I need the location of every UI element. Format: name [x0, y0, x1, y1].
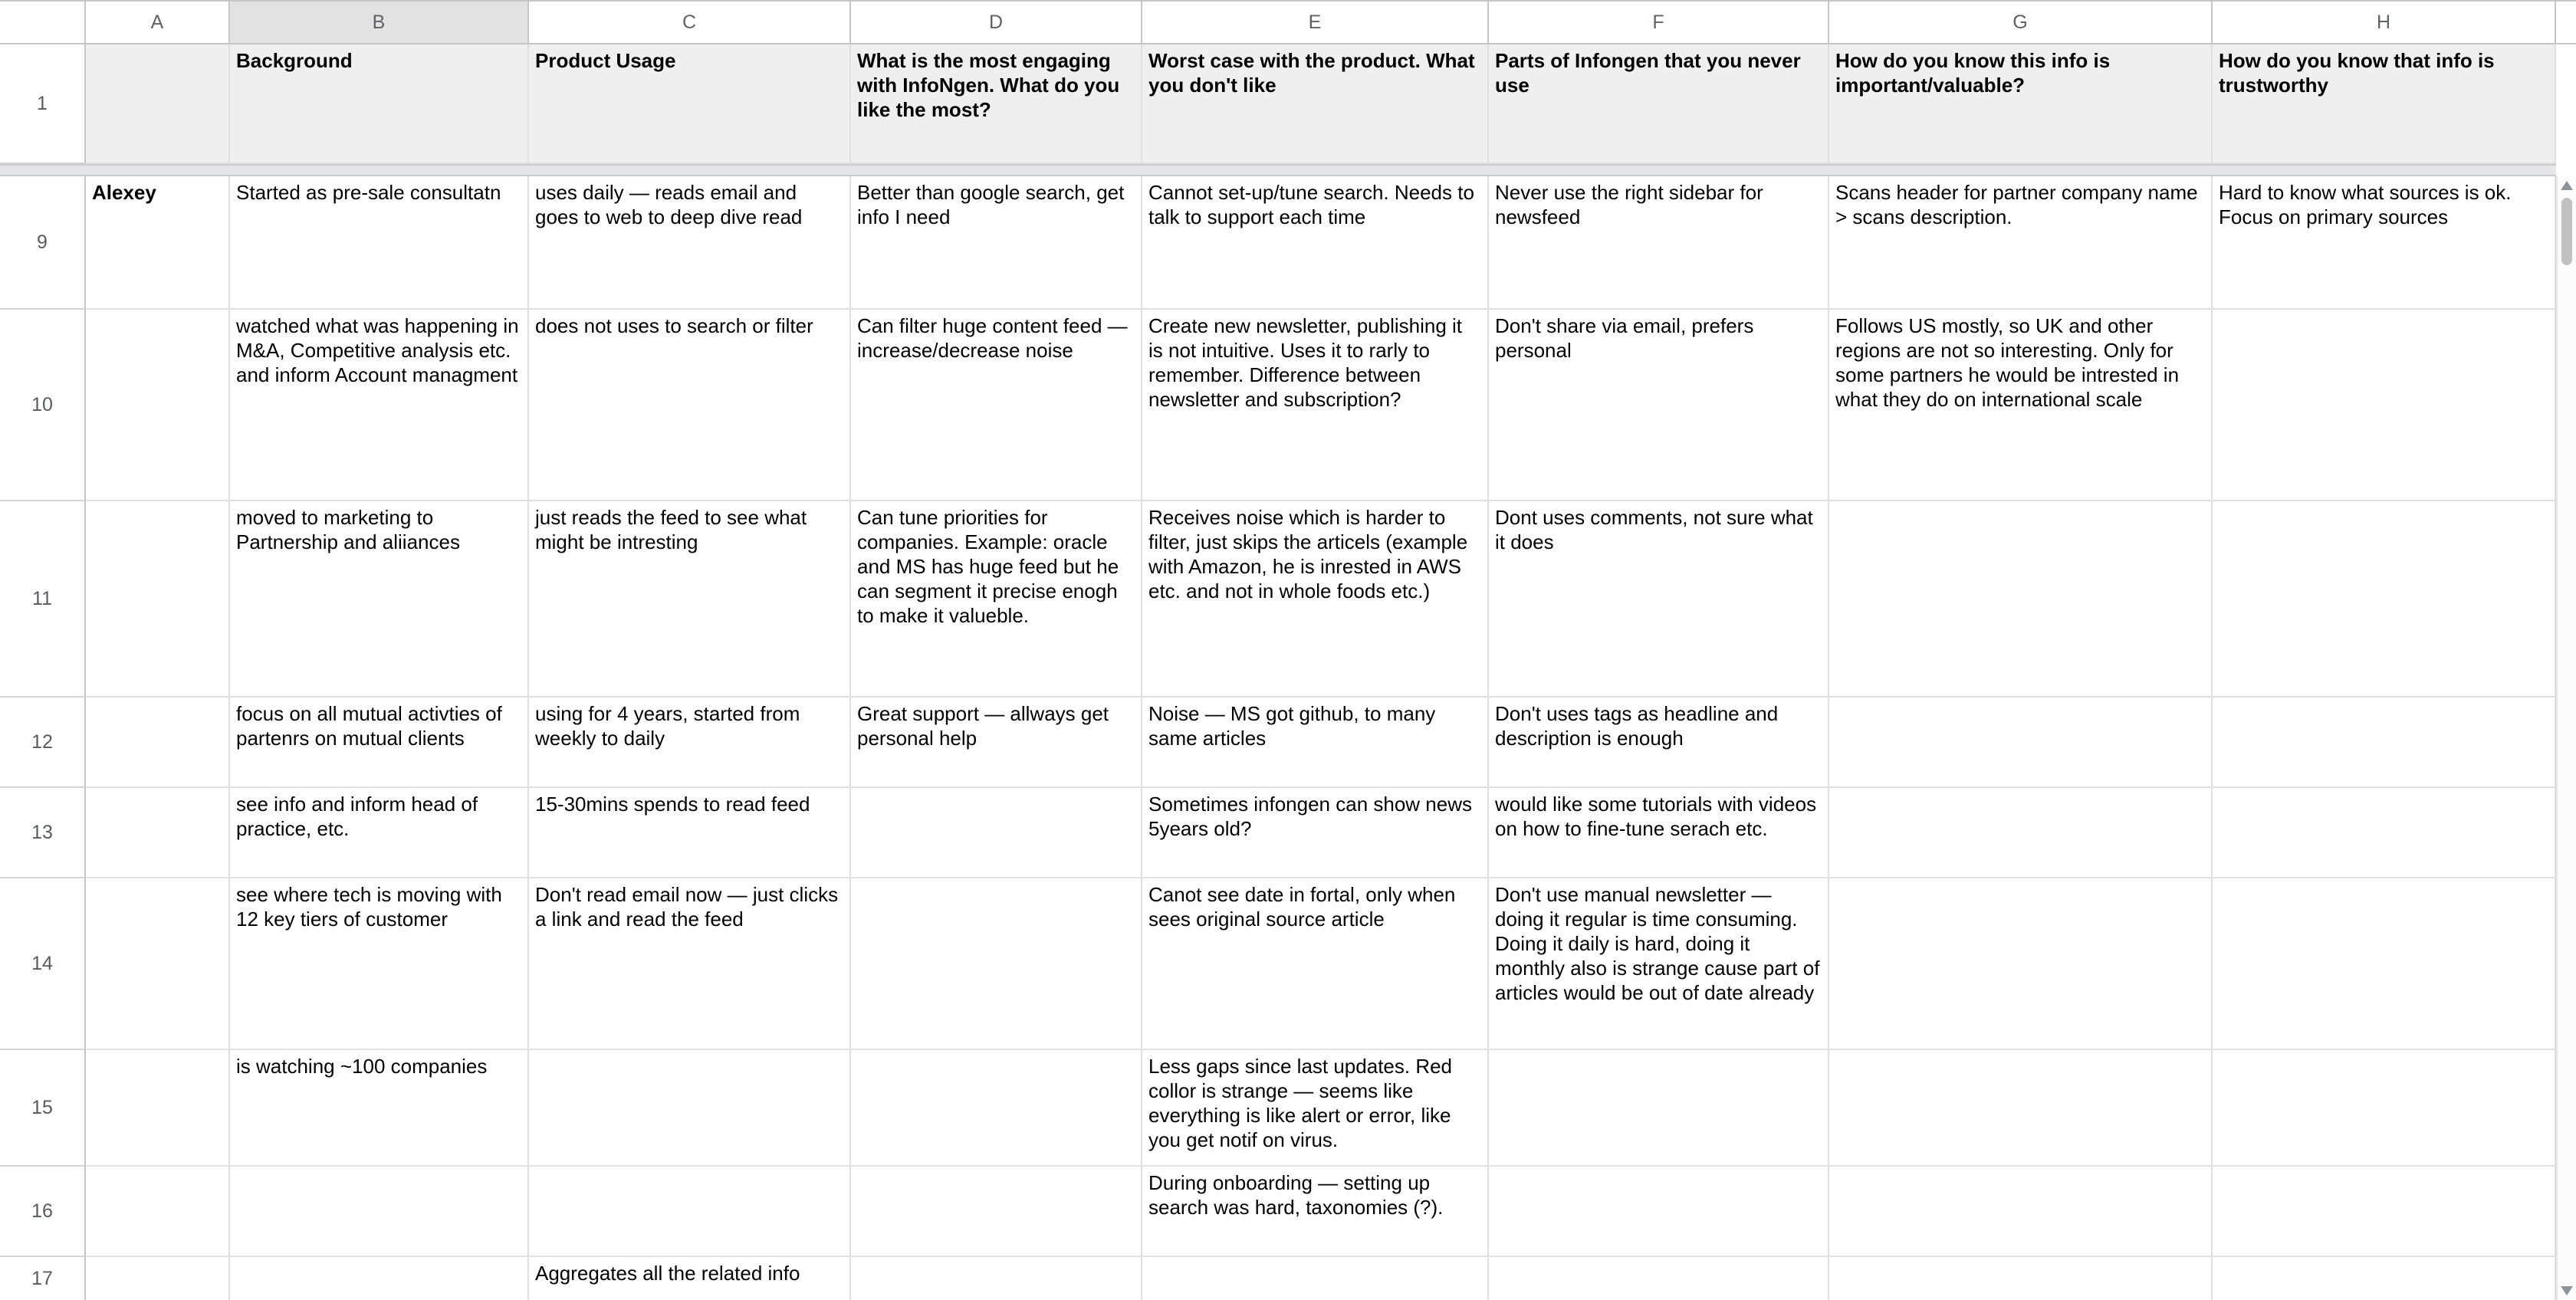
cell-A9[interactable]: Alexey	[86, 176, 230, 310]
cell-D9[interactable]: Better than google search, get info I need	[851, 176, 1142, 310]
cell-H15[interactable]	[2213, 1050, 2556, 1167]
scroll-down-icon[interactable]	[2561, 1286, 2573, 1295]
cell-E10[interactable]: Create new newsletter, publishing it is not intuitive. Uses it to rarly to remember. Difference between newsletter and subscription?	[1142, 310, 1489, 501]
cell-H17[interactable]	[2213, 1257, 2556, 1300]
column-header-D[interactable]: D	[851, 2, 1142, 43]
cell-H11[interactable]	[2213, 501, 2556, 698]
cell-D16[interactable]	[851, 1167, 1142, 1257]
cell-E17[interactable]	[1142, 1257, 1489, 1300]
column-letters	[86, 2, 2556, 43]
row-header-15[interactable]: 15	[0, 1050, 86, 1167]
header-scroll-corner	[2556, 2, 2576, 43]
cell-D10[interactable]: Can filter huge content feed — increase/decrease noise	[851, 310, 1142, 501]
cell-F12[interactable]: Don't uses tags as headline and description is enough	[1489, 698, 1829, 788]
cell-A17[interactable]	[86, 1257, 230, 1300]
column-header-A[interactable]: A	[86, 2, 230, 43]
cell-F14[interactable]: Don't use manual newsletter — doing it regular is time consuming. Doing it daily is hard, doing it monthly also is strange cause part of articles would be out of date already	[1489, 878, 1829, 1050]
column-header-E[interactable]: E	[1142, 2, 1489, 43]
grid	[0, 44, 2556, 1300]
cell-E15[interactable]: Less gaps since last updates. Red collor is strange — seems like everything is like alert or error, like you get notif on virus.	[1142, 1050, 1489, 1167]
row-13	[0, 788, 2556, 878]
cell-B17[interactable]	[230, 1257, 529, 1300]
row-header-13[interactable]: 13	[0, 788, 86, 878]
cell-F16[interactable]	[1489, 1167, 1829, 1257]
cell-A10[interactable]	[86, 310, 230, 501]
cell-E11[interactable]: Receives noise which is harder to filter, just skips the articels (example with Amazon, he is inrested in AWS etc. and not in whole foods etc.)	[1142, 501, 1489, 698]
cell-C16[interactable]	[529, 1167, 851, 1257]
row-header-14[interactable]: 14	[0, 878, 86, 1050]
row-header-11[interactable]: 11	[0, 501, 86, 698]
row-9	[0, 176, 2556, 310]
cell-B10[interactable]: watched what was happening in M&A, Competitive analysis etc. and inform Account managment	[230, 310, 529, 501]
cell-G9[interactable]: Scans header for partner company name > scans description.	[1829, 176, 2213, 310]
cell-D14[interactable]	[851, 878, 1142, 1050]
cell-B14[interactable]: see where tech is moving with 12 key tiers of customer	[230, 878, 529, 1050]
column-header-row	[0, 0, 2576, 44]
cell-F17[interactable]	[1489, 1257, 1829, 1300]
cell-G17[interactable]	[1829, 1257, 2213, 1300]
cell-A13[interactable]	[86, 788, 230, 878]
column-header-B[interactable]: B	[230, 2, 529, 43]
cell-E16[interactable]: During onboarding — setting up search was hard, taxonomies (?).	[1142, 1167, 1489, 1257]
cell-G16[interactable]	[1829, 1167, 2213, 1257]
cell-D13[interactable]	[851, 788, 1142, 878]
cell-A16[interactable]	[86, 1167, 230, 1257]
cell-C1[interactable]: Product Usage	[529, 44, 851, 164]
row-12	[0, 698, 2556, 788]
cell-H14[interactable]	[2213, 878, 2556, 1050]
row-14	[0, 878, 2556, 1050]
cell-B16[interactable]	[230, 1167, 529, 1257]
column-header-G[interactable]: G	[1829, 2, 2213, 43]
cell-F13[interactable]: would like some tutorials with videos on how to fine-tune serach etc.	[1489, 788, 1829, 878]
cell-A1[interactable]	[86, 44, 230, 164]
cell-H1[interactable]: How do you know that info is trustworthy	[2213, 44, 2556, 164]
vertical-scrollbar[interactable]	[2556, 176, 2576, 1300]
row-16	[0, 1167, 2556, 1257]
cell-G1[interactable]: How do you know this info is important/valuable?	[1829, 44, 2213, 164]
cell-B1[interactable]: Background	[230, 44, 529, 164]
cell-G13[interactable]	[1829, 788, 2213, 878]
row-header-16[interactable]: 16	[0, 1167, 86, 1257]
cell-E13[interactable]: Sometimes infongen can show news 5years old?	[1142, 788, 1489, 878]
column-header-C[interactable]: C	[529, 2, 851, 43]
cell-G14[interactable]	[1829, 878, 2213, 1050]
row-header-1[interactable]: 1	[0, 44, 86, 164]
row-header-12[interactable]: 12	[0, 698, 86, 788]
cell-F11[interactable]: Dont uses comments, not sure what it does	[1489, 501, 1829, 698]
cell-C17[interactable]: Aggregates all the related info	[529, 1257, 851, 1300]
cell-B12[interactable]: focus on all mutual activties of partenrs on mutual clients	[230, 698, 529, 788]
cell-D17[interactable]	[851, 1257, 1142, 1300]
cell-H10[interactable]	[2213, 310, 2556, 501]
cell-H13[interactable]	[2213, 788, 2556, 878]
column-header-H[interactable]: H	[2213, 2, 2556, 43]
cell-B9[interactable]: Started as pre-sale consultatn	[230, 176, 529, 310]
cell-G15[interactable]	[1829, 1050, 2213, 1167]
cell-C10[interactable]: does not uses to search or filter	[529, 310, 851, 501]
cell-B13[interactable]: see info and inform head of practice, etc.	[230, 788, 529, 878]
scrollbar-thumb[interactable]	[2561, 198, 2572, 265]
cell-D12[interactable]: Great support — allways get personal help	[851, 698, 1142, 788]
row-header-9[interactable]: 9	[0, 176, 86, 310]
cell-C14[interactable]: Don't read email now — just clicks a link and read the feed	[529, 878, 851, 1050]
cell-E14[interactable]: Canot see date in fortal, only when sees original source article	[1142, 878, 1489, 1050]
cell-F9[interactable]: Never use the right sidebar for newsfeed	[1489, 176, 1829, 310]
select-all-corner[interactable]	[0, 2, 86, 43]
cell-D1[interactable]: What is the most engaging with InfoNgen. What do you like the most?	[851, 44, 1142, 164]
column-header-F[interactable]: F	[1489, 2, 1829, 43]
cell-E1[interactable]: Worst case with the product. What you don't like	[1142, 44, 1489, 164]
cell-C12[interactable]: using for 4 years, started from weekly to daily	[529, 698, 851, 788]
cell-A14[interactable]	[86, 878, 230, 1050]
frozen-rows-divider	[0, 164, 2556, 176]
row-15	[0, 1050, 2556, 1167]
cell-E9[interactable]: Cannot set-up/tune search. Needs to talk to support each time	[1142, 176, 1489, 310]
row-11	[0, 501, 2556, 698]
cell-B11[interactable]: moved to marketing to Partnership and aliiances	[230, 501, 529, 698]
cell-G11[interactable]	[1829, 501, 2213, 698]
cell-A12[interactable]	[86, 698, 230, 788]
cell-H12[interactable]	[2213, 698, 2556, 788]
row-17	[0, 1257, 2556, 1300]
cell-F10[interactable]: Don't share via email, prefers personal	[1489, 310, 1829, 501]
cell-C13[interactable]: 15-30mins spends to read feed	[529, 788, 851, 878]
cell-C9[interactable]: uses daily — reads email and goes to web to deep dive read	[529, 176, 851, 310]
cell-B15[interactable]: is watching ~100 companies	[230, 1050, 529, 1167]
cell-F15[interactable]	[1489, 1050, 1829, 1167]
cell-F1[interactable]: Parts of Infongen that you never use	[1489, 44, 1829, 164]
row-header-10[interactable]: 10	[0, 310, 86, 501]
cell-D11[interactable]: Can tune priorities for companies. Example: oracle and MS has huge feed but he can segment it precise enogh to make it valueble.	[851, 501, 1142, 698]
cell-C11[interactable]: just reads the feed to see what might be intresting	[529, 501, 851, 698]
cell-H9[interactable]: Hard to know what sources is ok. Focus on primary sources	[2213, 176, 2556, 310]
cell-G10[interactable]: Follows US mostly, so UK and other regions are not so interesting. Only for some partners he would be intrested in what they do on international scale	[1829, 310, 2213, 501]
cell-E12[interactable]: Noise — MS got github, to many same articles	[1142, 698, 1489, 788]
cell-A15[interactable]	[86, 1050, 230, 1167]
row-10	[0, 310, 2556, 501]
cell-C15[interactable]	[529, 1050, 851, 1167]
cell-A11[interactable]	[86, 501, 230, 698]
cell-G12[interactable]	[1829, 698, 2213, 788]
cell-D15[interactable]	[851, 1050, 1142, 1167]
row-1	[0, 44, 2556, 164]
cell-H16[interactable]	[2213, 1167, 2556, 1257]
row-header-17[interactable]: 17	[0, 1257, 86, 1300]
scroll-up-icon[interactable]	[2561, 181, 2573, 190]
